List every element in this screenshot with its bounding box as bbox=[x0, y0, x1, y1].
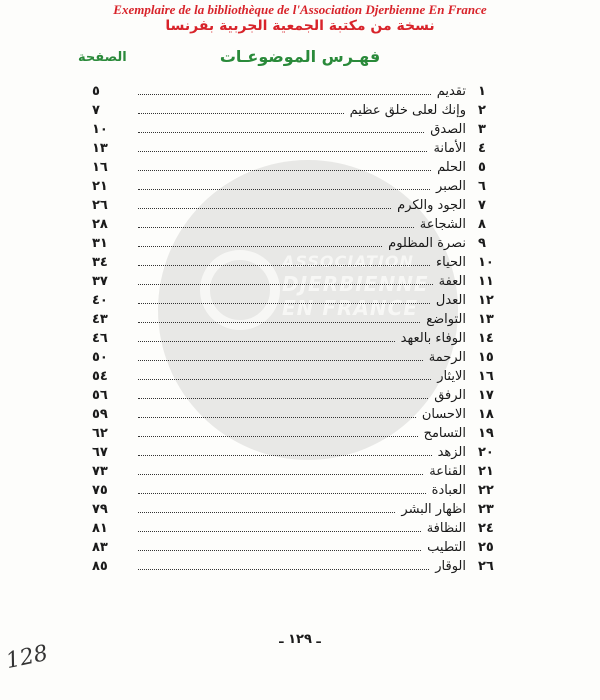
toc-entry-number: ١٦ bbox=[478, 369, 494, 384]
toc-topic: الشجاعة bbox=[419, 217, 466, 232]
toc-page-number: ١٠ bbox=[92, 122, 108, 137]
leader-dots bbox=[138, 151, 427, 152]
toc-page-number: ٤٣ bbox=[92, 312, 108, 327]
leader-dots bbox=[138, 531, 421, 532]
toc-row bbox=[88, 479, 494, 498]
leader-dots bbox=[138, 550, 421, 551]
toc-topic: العبادة bbox=[431, 483, 466, 498]
toc-page-number: ٣٤ bbox=[92, 255, 108, 270]
toc-page-number: ٥٩ bbox=[92, 407, 108, 422]
toc-page-number: ٧٩ bbox=[92, 502, 108, 517]
toc-row bbox=[88, 251, 494, 270]
toc-row bbox=[88, 156, 486, 175]
leader-dots bbox=[138, 113, 344, 114]
table-of-contents bbox=[88, 80, 494, 574]
toc-entry-number: ٦ bbox=[478, 179, 486, 194]
toc-entry-number: ٢١ bbox=[478, 464, 494, 479]
leader-dots bbox=[138, 379, 431, 380]
watermark-text-line1: ASSOCIATION bbox=[282, 252, 414, 271]
toc-entry-number: ٧ bbox=[478, 198, 486, 213]
page-number: ـ ١٢٩ ـ bbox=[279, 632, 321, 647]
leader-dots bbox=[138, 132, 424, 133]
leader-dots bbox=[138, 246, 382, 247]
toc-topic: الجود والكرم bbox=[397, 198, 466, 213]
toc-entry-number: ٢٠ bbox=[478, 445, 494, 460]
toc-topic: القناعة bbox=[429, 464, 466, 479]
toc-row bbox=[88, 346, 494, 365]
leader-dots bbox=[138, 322, 420, 323]
toc-entry-number: ١٧ bbox=[478, 388, 494, 403]
toc-page-number: ٨٣ bbox=[92, 540, 108, 555]
leader-dots bbox=[138, 417, 416, 418]
leader-dots bbox=[138, 227, 414, 228]
toc-row bbox=[88, 422, 494, 441]
toc-entry-number: ٣ bbox=[478, 122, 486, 137]
toc-topic: النظافة bbox=[426, 521, 466, 536]
page-column-header: الصفحة bbox=[78, 50, 127, 65]
toc-topic: الصدق bbox=[430, 122, 466, 137]
toc-row bbox=[88, 175, 486, 194]
toc-entry-number: ٢٤ bbox=[478, 521, 494, 536]
handwritten-note: 128 bbox=[3, 640, 51, 675]
toc-topic: الحياء bbox=[436, 255, 466, 270]
toc-row bbox=[88, 99, 486, 118]
leader-dots bbox=[138, 436, 418, 437]
toc-row bbox=[88, 498, 494, 517]
toc-topic: الأمانة bbox=[433, 141, 466, 156]
leader-dots bbox=[138, 493, 426, 494]
toc-page-number: ٧٣ bbox=[92, 464, 108, 479]
toc-entry-number: ١٢ bbox=[478, 293, 494, 308]
toc-row bbox=[88, 289, 494, 308]
toc-page-number: ٥٦ bbox=[92, 388, 108, 403]
toc-topic: التسامح bbox=[423, 426, 466, 441]
toc-topic: الرفق bbox=[434, 388, 466, 403]
toc-entry-number: ٢ bbox=[478, 103, 486, 118]
watermark-text-line3: EN FRANCE bbox=[282, 296, 418, 320]
toc-entry-number: ١ bbox=[478, 84, 486, 99]
toc-topic: وإنك لعلى خلق عظيم bbox=[349, 103, 466, 118]
toc-row bbox=[88, 384, 494, 403]
toc-topic: التطيب bbox=[427, 540, 466, 555]
toc-page-number: ٤٠ bbox=[92, 293, 108, 308]
toc-page-number: ١٦ bbox=[92, 160, 108, 175]
toc-row bbox=[88, 194, 486, 213]
toc-row bbox=[88, 536, 494, 555]
toc-entry-number: ١٤ bbox=[478, 331, 494, 346]
toc-entry-number: ١٥ bbox=[478, 350, 494, 365]
toc-entry-number: ١٨ bbox=[478, 407, 494, 422]
toc-entry-number: ١١ bbox=[478, 274, 494, 289]
toc-entry-number: ٢٢ bbox=[478, 483, 494, 498]
toc-page-number: ٦٧ bbox=[92, 445, 108, 460]
library-notice-french: Exemplaire de la bibliothèque de l'Association Djerbienne En France bbox=[113, 2, 487, 17]
toc-row bbox=[88, 80, 486, 99]
toc-entry-number: ١٣ bbox=[478, 312, 494, 327]
toc-topic: اظهار البشر bbox=[401, 502, 466, 517]
toc-row bbox=[88, 365, 494, 384]
toc-entry-number: ٥ bbox=[478, 160, 486, 175]
leader-dots bbox=[138, 265, 430, 266]
toc-row bbox=[88, 460, 494, 479]
toc-row bbox=[88, 118, 486, 137]
toc-entry-number: ٢٦ bbox=[478, 559, 494, 574]
toc-topic: الحلم bbox=[437, 160, 466, 175]
toc-page-number: ٢١ bbox=[92, 179, 108, 194]
toc-topic: الرحمة bbox=[428, 350, 466, 365]
toc-page-number: ٣١ bbox=[92, 236, 108, 251]
toc-row bbox=[88, 555, 494, 574]
toc-row bbox=[88, 270, 494, 289]
toc-entry-number: ١٠ bbox=[478, 255, 494, 270]
toc-page-number: ٧٥ bbox=[92, 483, 108, 498]
toc-topic: الصبر bbox=[436, 179, 466, 194]
toc-page-number: ٢٦ bbox=[92, 198, 108, 213]
toc-row bbox=[88, 213, 486, 232]
toc-row bbox=[88, 308, 494, 327]
leader-dots bbox=[138, 512, 395, 513]
leader-dots bbox=[138, 208, 391, 209]
toc-entry-number: ٢٣ bbox=[478, 502, 494, 517]
toc-page-number: ٨٥ bbox=[92, 559, 108, 574]
toc-topic: نصرة المظلوم bbox=[388, 236, 466, 251]
toc-page-number: ٢٨ bbox=[92, 217, 108, 232]
leader-dots bbox=[138, 398, 428, 399]
toc-topic: الايثار bbox=[437, 369, 466, 384]
toc-topic: العدل bbox=[435, 293, 466, 308]
toc-page-number: ٥٤ bbox=[92, 369, 108, 384]
leader-dots bbox=[138, 341, 395, 342]
toc-entry-number: ٤ bbox=[478, 141, 486, 156]
toc-topic: الوقار bbox=[435, 559, 466, 574]
toc-page-number: ٤٦ bbox=[92, 331, 108, 346]
toc-topic: الوفاء بالعهد bbox=[400, 331, 466, 346]
toc-entry-number: ٢٥ bbox=[478, 540, 494, 555]
toc-topic: التواضع bbox=[426, 312, 466, 327]
toc-entry-number: ٨ bbox=[478, 217, 486, 232]
toc-topic: الاحسان bbox=[421, 407, 466, 422]
toc-page-number: ١٣ bbox=[92, 141, 108, 156]
toc-row bbox=[88, 137, 486, 156]
library-notice-arabic: نسخة من مكتبة الجمعية الجربية بفرنسا bbox=[165, 18, 435, 34]
toc-page-number: ٥ bbox=[92, 84, 100, 99]
leader-dots bbox=[138, 284, 433, 285]
toc-page-number: ٥٠ bbox=[92, 350, 108, 365]
toc-entry-number: ١٩ bbox=[478, 426, 494, 441]
leader-dots bbox=[138, 94, 431, 95]
leader-dots bbox=[138, 455, 432, 456]
watermark-text-line2: DJERBIENNE bbox=[282, 272, 429, 296]
toc-entry-number: ٩ bbox=[478, 236, 486, 251]
toc-page-number: ٧ bbox=[92, 103, 100, 118]
page-title: فهـرس الموضوعـات bbox=[219, 47, 381, 66]
leader-dots bbox=[138, 189, 430, 190]
toc-page-number: ٨١ bbox=[92, 521, 108, 536]
toc-topic: تقديم bbox=[436, 84, 466, 99]
toc-page-number: ٣٧ bbox=[92, 274, 108, 289]
toc-topic: الزهد bbox=[437, 445, 466, 460]
toc-row bbox=[88, 327, 494, 346]
leader-dots bbox=[138, 360, 423, 361]
toc-row bbox=[88, 232, 486, 251]
leader-dots bbox=[138, 303, 430, 304]
leader-dots bbox=[138, 474, 423, 475]
toc-page-number: ٦٢ bbox=[92, 426, 108, 441]
leader-dots bbox=[138, 569, 429, 570]
leader-dots bbox=[138, 170, 431, 171]
toc-row bbox=[88, 517, 494, 536]
toc-topic: العفة bbox=[438, 274, 466, 289]
toc-row bbox=[88, 441, 494, 460]
toc-row bbox=[88, 403, 494, 422]
